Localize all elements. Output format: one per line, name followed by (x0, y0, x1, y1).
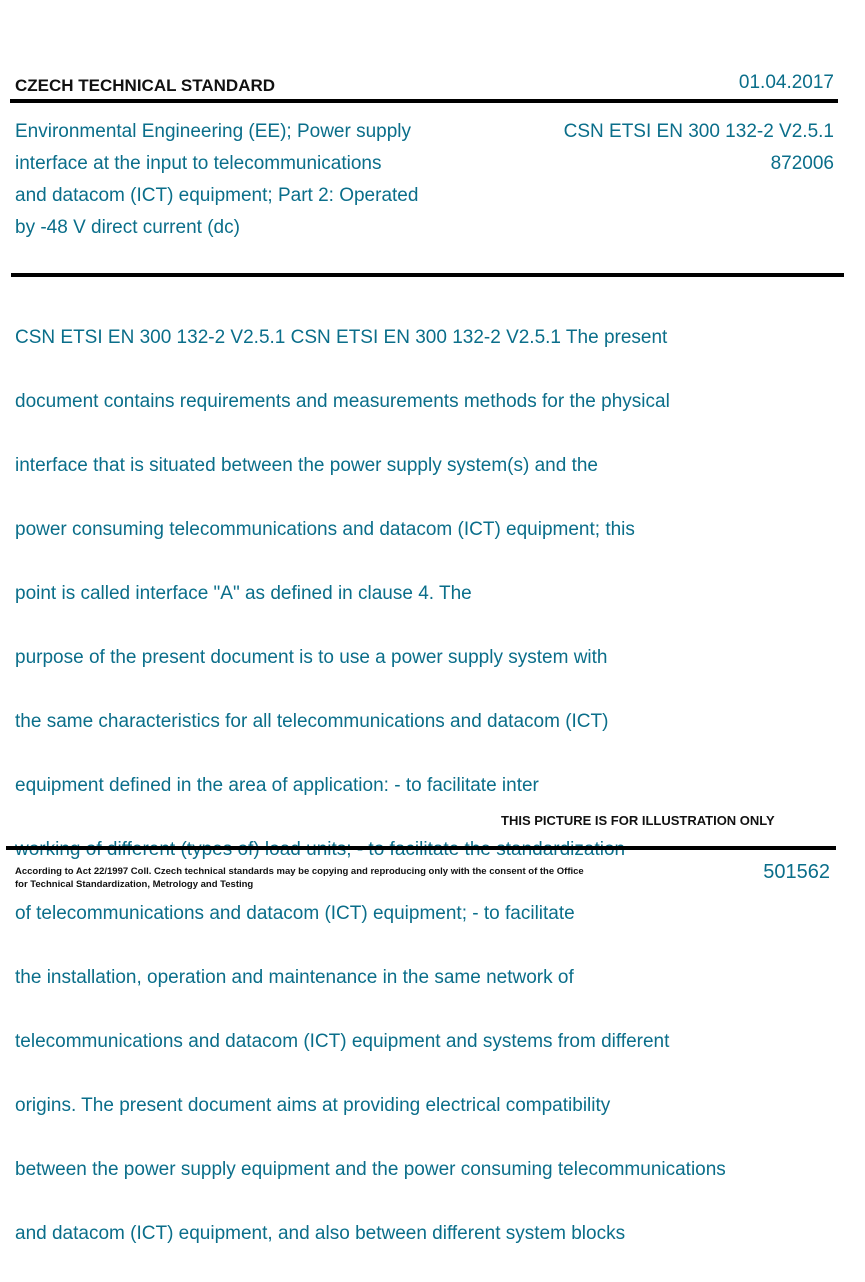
abstract-line: equipment defined in the area of application: - to facilitate inter (15, 775, 539, 796)
legal-notice (15, 865, 585, 891)
abstract-line: interface that is situated between the power supply system(s) and the (15, 455, 598, 476)
abstract-line (15, 834, 835, 866)
abstract-line: and datacom (ICT) equipment, and also between different system blocks (15, 1223, 626, 1244)
abstract-line: between the power supply equipment and the power consuming telecommunications (15, 1159, 726, 1180)
header-divider (10, 99, 838, 103)
legal-line: for Technical Standardization, Metrology and Testing (15, 879, 254, 890)
standard-title (15, 116, 495, 244)
abstract-line: CSN ETSI EN 300 132-2 V2.5.1 CSN ETSI EN 300 132-2 V2.5.1 The present (15, 327, 668, 348)
standard-type-label: CZECH TECHNICAL STANDARD (15, 76, 276, 95)
effective-date: 01.04.2017 (738, 72, 834, 93)
abstract-line: the same characteristics for all telecommunications and datacom (ICT) (15, 711, 609, 732)
abstract-line: power consuming telecommunications and datacom (ICT) equipment; this (15, 519, 635, 540)
title-line: interface at the input to telecommunications (15, 153, 382, 174)
legal-line: According to Act 22/1997 Coll. Czech technical standards may be copying and reproducing only with the consent of the Office (15, 866, 584, 877)
abstract-line: origins. The present document aims at providing electrical compatibility (15, 1095, 611, 1116)
abstract-line: document contains requirements and measurements methods for the physical (15, 391, 670, 412)
abstract-line: of telecommunications and datacom (ICT) equipment; - to facilitate (15, 903, 575, 924)
footer-divider (6, 846, 836, 850)
standard-identifier (564, 116, 834, 180)
abstract-line: purpose of the present document is to use a power supply system with (15, 647, 608, 668)
title-line: Environmental Engineering (EE); Power supply (15, 121, 412, 142)
abstract-line: the installation, operation and maintenance in the same network of (15, 967, 574, 988)
title-line: by -48 V direct current (dc) (15, 217, 240, 238)
illustration-disclaimer: THIS PICTURE IS FOR ILLUSTRATION ONLY (501, 813, 775, 828)
abstract-line: point is called interface "A" as defined in clause 4. The (15, 583, 472, 604)
abstract-line: telecommunications and datacom (ICT) equipment and systems from different (15, 1031, 670, 1052)
standard-code: CSN ETSI EN 300 132-2 V2.5.1 (563, 121, 834, 142)
title-line: and datacom (ICT) equipment; Part 2: Operated (15, 185, 419, 206)
classification-number: 872006 (770, 153, 834, 174)
abstract-text (15, 290, 835, 1282)
document-number: 501562 (763, 861, 830, 883)
title-divider (11, 273, 844, 277)
